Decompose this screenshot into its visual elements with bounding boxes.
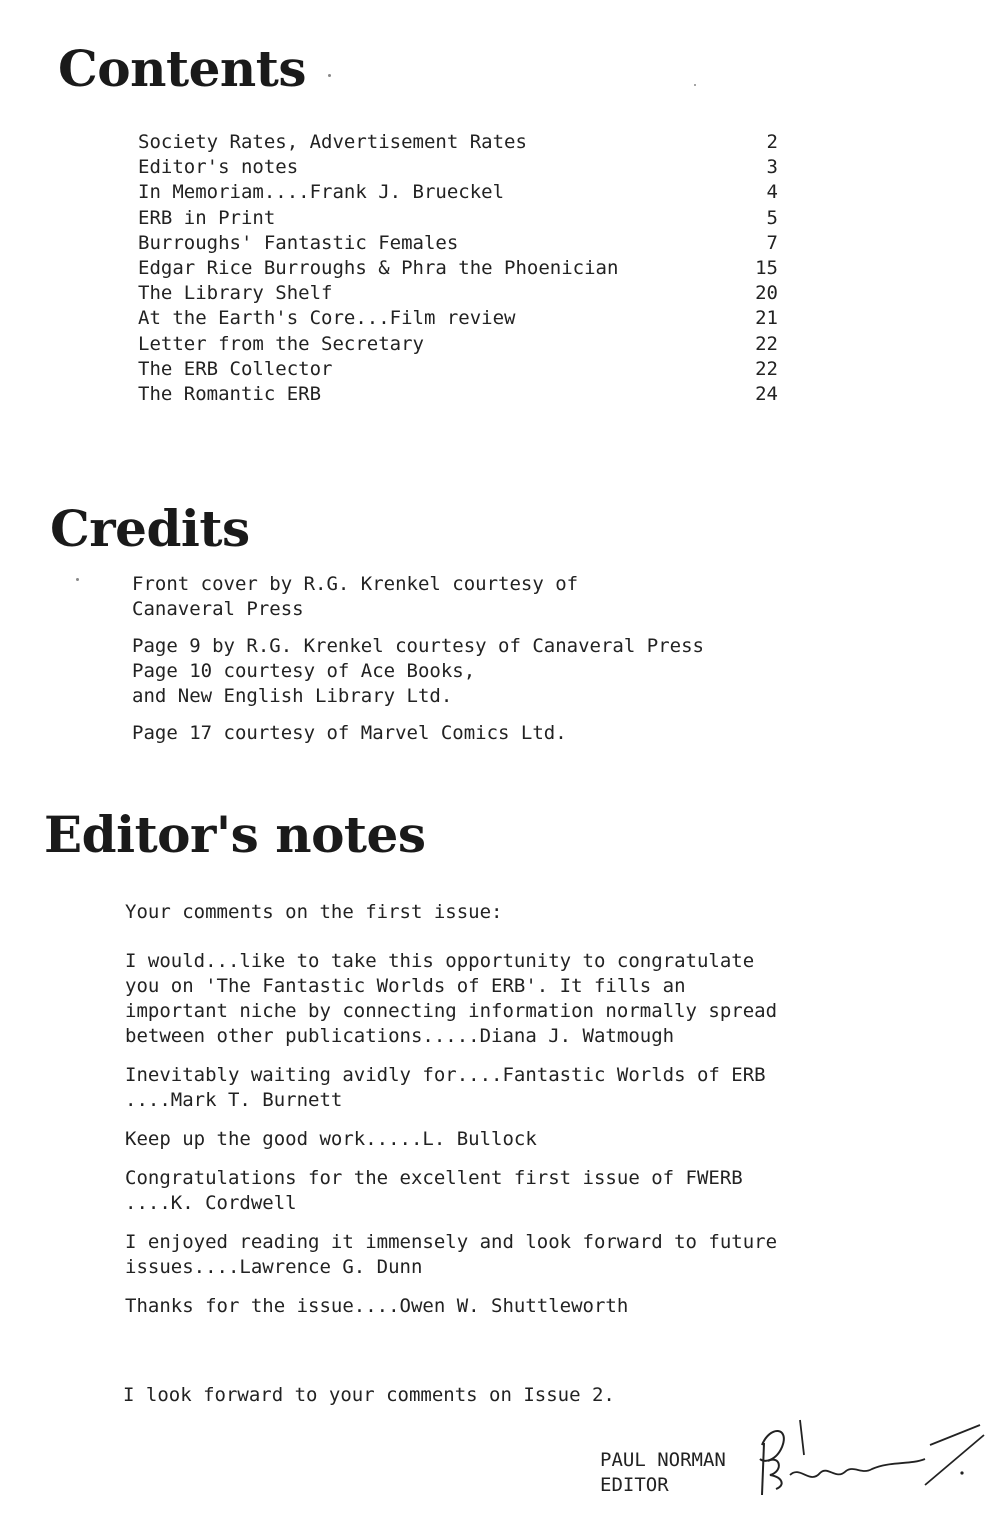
contents-item: [138, 357, 778, 382]
contents-item-title: The Library Shelf: [138, 282, 333, 305]
credits-block: [132, 572, 832, 758]
notes-comments: [125, 949, 885, 1319]
contents-item-page: 22: [755, 357, 778, 380]
contents-item-page: 15: [755, 256, 778, 279]
contents-item: [138, 130, 778, 155]
contents-item: [138, 180, 778, 205]
contents-item-page: 2: [766, 131, 778, 153]
reader-comment: Congratulations for the excellent first issue of FWERB ....K. Cordwell: [125, 1167, 743, 1214]
contents-item: [138, 155, 778, 180]
contents-item: [138, 206, 778, 231]
contents-item: [138, 306, 778, 331]
reader-comment: Thanks for the issue....Owen W. Shuttleworth: [125, 1295, 629, 1317]
notes-intro: Your comments on the first issue:: [125, 901, 503, 923]
paper-speck: [694, 84, 696, 86]
editor-signoff: PAUL NORMAN EDITOR: [600, 1449, 726, 1496]
contents-item-title: Burroughs' Fantastic Females: [138, 231, 459, 254]
reader-comment: Keep up the good work.....L. Bullock: [125, 1128, 537, 1150]
contents-item-title: Society Rates, Advertisement Rates: [138, 131, 527, 153]
contents-item-title: ERB in Print: [138, 206, 276, 229]
contents-item-page: 22: [755, 332, 778, 355]
paper-speck: [328, 74, 331, 77]
contents-item: [138, 332, 778, 357]
contents-list: [138, 130, 778, 407]
contents-item-title: Edgar Rice Burroughs & Phra the Phoenician: [138, 256, 619, 279]
editors-notes-block: [125, 900, 885, 1333]
contents-item-title: The ERB Collector: [138, 357, 333, 380]
contents-item-title: At the Earth's Core...Film review: [138, 307, 516, 330]
reader-comment: Inevitably waiting avidly for....Fantastic Worlds of ERB ....Mark T. Burnett: [125, 1064, 766, 1111]
contents-item: [138, 231, 778, 256]
contents-item-page: 7: [766, 231, 778, 254]
credits-heading: Credits: [50, 499, 250, 558]
credit-paragraph: Page 17 courtesy of Marvel Comics Ltd.: [132, 722, 567, 744]
contents-item-title: The Romantic ERB: [138, 382, 322, 405]
contents-item: [138, 256, 778, 281]
contents-item-page: 24: [755, 382, 778, 405]
paper-speck: [76, 578, 79, 581]
contents-item: [138, 281, 778, 306]
contents-item-title: Letter from the Secretary: [138, 332, 424, 355]
contents-item-page: 4: [766, 181, 778, 204]
credit-paragraph: Page 9 by R.G. Krenkel courtesy of Canaveral Press Page 10 courtesy of Ace Books, and New English Library Ltd.: [132, 635, 704, 707]
reader-comment: I would...like to take this opportunity to congratulate you on 'The Fantastic Worlds of ERB'. It fills an important niche by connecting information normally spread between other publications.....Diana J. Watmough: [125, 950, 778, 1047]
contents-item-title: In Memoriam....Frank J. Brueckel: [138, 181, 505, 204]
contents-item-title: Editor's notes: [138, 156, 299, 179]
contents-item-page: 5: [766, 206, 778, 229]
contents-heading: Contents: [58, 39, 307, 98]
reader-comment: I enjoyed reading it immensely and look forward to future issues....Lawrence G. Dunn: [125, 1231, 778, 1278]
editors-notes-heading: Editor's notes: [44, 805, 426, 864]
credit-paragraph: Front cover by R.G. Krenkel courtesy of Canaveral Press: [132, 573, 579, 620]
contents-item-page: 3: [766, 156, 778, 179]
notes-closing: I look forward to your comments on Issue 2.: [123, 1384, 615, 1406]
contents-item-page: 21: [755, 307, 778, 330]
editor-signature: [740, 1415, 990, 1505]
contents-item: [138, 382, 778, 407]
contents-item-page: 20: [755, 282, 778, 305]
